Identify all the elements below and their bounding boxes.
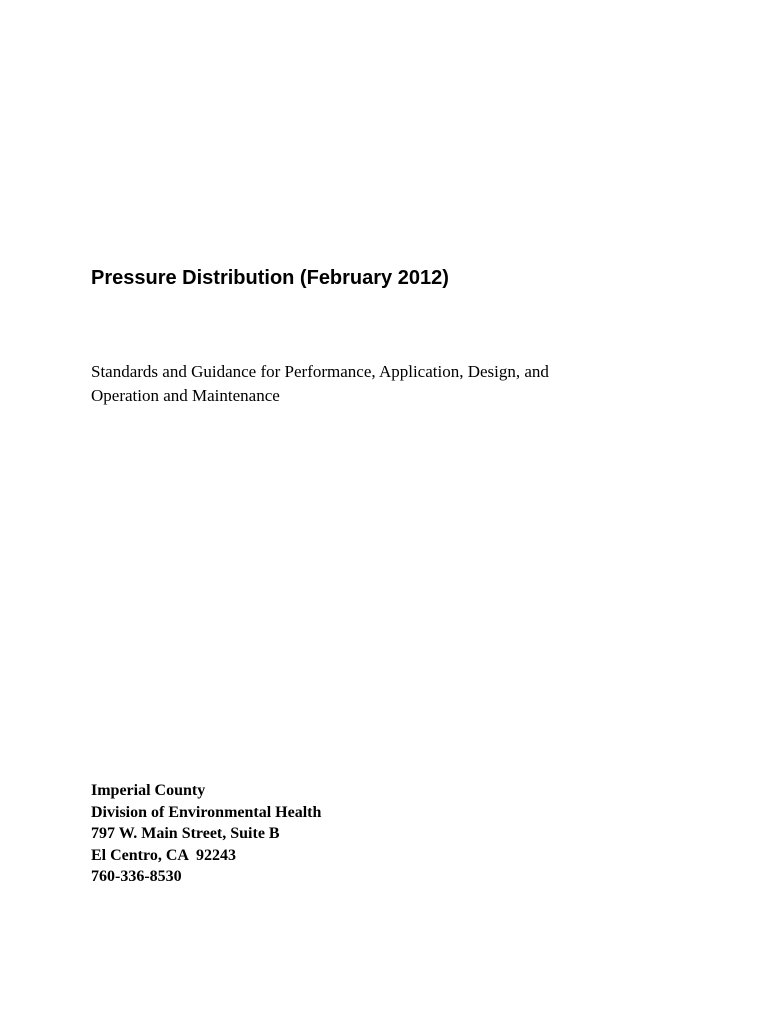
city-state-zip: El Centro, CA 92243 (91, 846, 237, 864)
subtitle-line: Operation and Maintenance (91, 386, 280, 405)
phone-number: 760-336-8530 (91, 868, 182, 885)
subtitle-line: Standards and Guidance for Performance, Application, Design, and (91, 362, 549, 381)
document-title: Pressure Distribution (February 2012) (91, 267, 449, 289)
agency-name: Imperial County (91, 782, 206, 799)
document-subtitle (91, 360, 691, 408)
agency-address-block (91, 780, 321, 888)
street-address: 797 W. Main Street, Suite B (91, 825, 280, 842)
division-name: Division of Environmental Health (91, 803, 322, 821)
